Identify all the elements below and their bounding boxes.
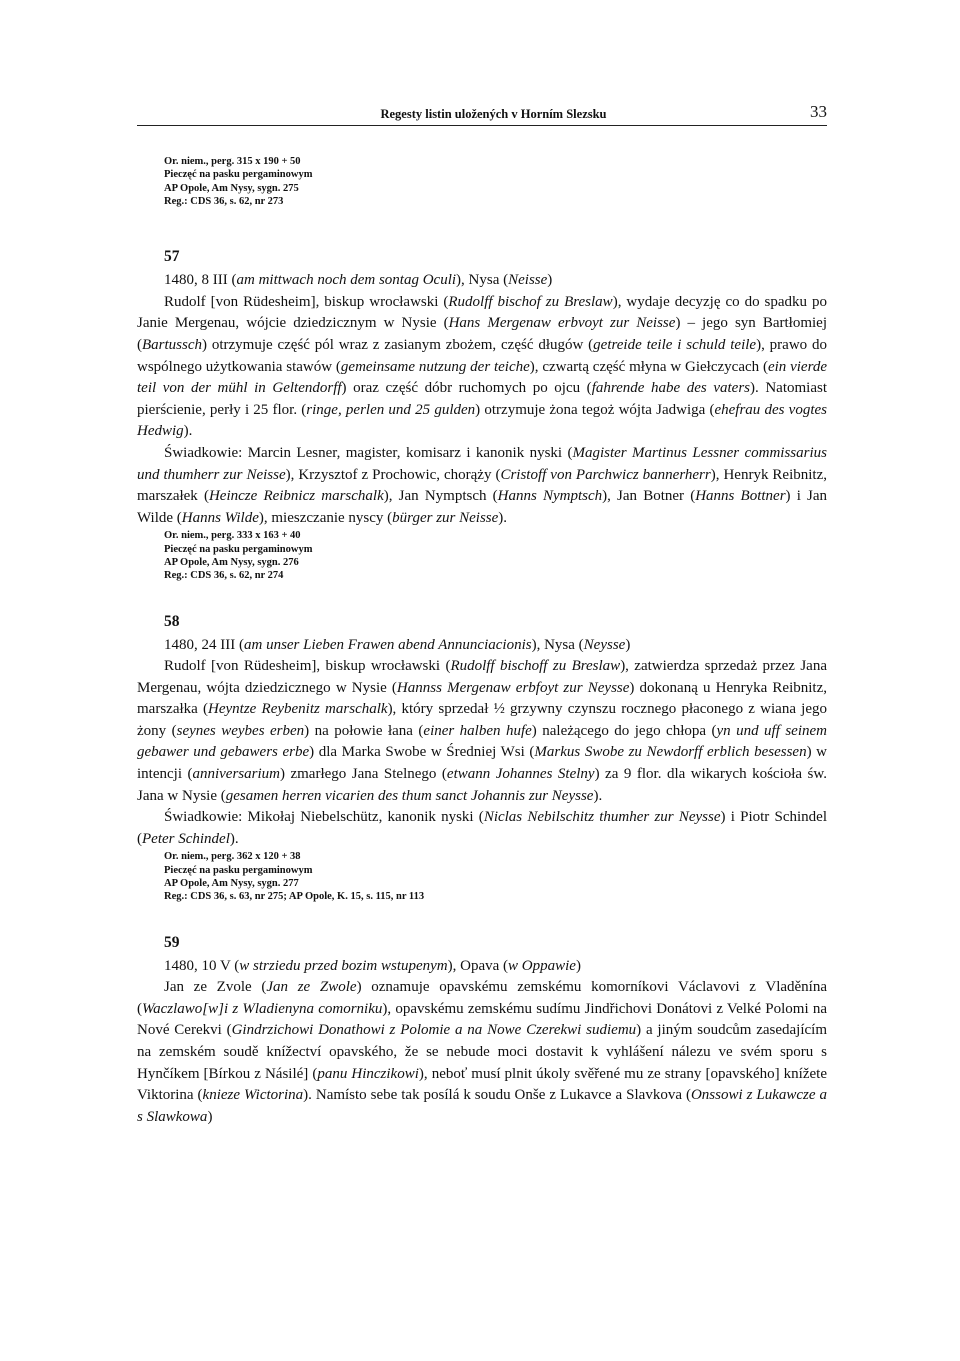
meta-line: Reg.: CDS 36, s. 62, nr 273 xyxy=(164,195,284,207)
archival-metadata xyxy=(164,155,827,208)
entry-number: 57 xyxy=(164,248,180,266)
witnesses-paragraph: Świadkowie: Marcin Lesner, magister, komisarz i kanonik nyski (Magister Martinus Lessner commissarius und thumherr zur Neisse), Krzysztof z Prochowic, chorąży (Cristoff von Parchwicz bannerherr), Henryk Reibnitz, marszałek (Heincze Reibnicz marschalk), Jan Nymptsch (Hanns Nymptsch), Jan Botner (Hanns Bottner) i Jan Wilde (Hanns Wilde), mieszczanie nyscy (bürger zur Neisse). xyxy=(137,444,828,526)
meta-line: Pieczęć na pasku pergaminowym xyxy=(164,864,313,876)
meta-line: Pieczęć na pasku pergaminowym xyxy=(164,543,313,555)
entry-number: 59 xyxy=(164,933,180,951)
regest-paragraph: Rudolf [von Rüdesheim], biskup wrocławski (Rudolff bischof zu Breslaw), wydaje decyzję co do spadku po Janie Mergenau, wójcie dziedzicznym w Nysie (Hans Mergenaw erbvoyt zur Neisse) – jego syn Bartłomiej (Bartussch) otrzymuje część pól wraz z zasianym zbożem, część długów (getreide teile i schuld teile), prawo do wspólnego użytkowania stawów (gemeinsame nutzung der teiche), czwartą część młyna w Giełczycach (ein vierde teil von der mühl in Geltendorff) oraz część dóbr ruchomych po ojcu (fahrende habe des vaters). Natomiast pierścienie, perły i 25 flor. (ringe, perlen und 25 gulden) otrzymuje żona tegoż wójta Jadwiga (ehefrau des vogtes Hedwig). xyxy=(137,293,828,440)
meta-line: Reg.: CDS 36, s. 62, nr 274 xyxy=(164,570,284,582)
meta-line: Pieczęć na pasku pergaminowym xyxy=(164,169,313,181)
document-page xyxy=(137,96,827,1128)
meta-line: AP Opole, Am Nysy, sygn. 277 xyxy=(164,878,299,890)
meta-line: AP Opole, Am Nysy, sygn. 276 xyxy=(164,556,299,568)
running-title: Regesty listin uložených v Horním Slezsku xyxy=(380,107,607,121)
witnesses-paragraph: Świadkowie: Mikołaj Niebelschütz, kanonik nyski (Niclas Nebilschitz thumher zur Neysse) i Piotr Schindel (Peter Schindel). xyxy=(137,809,828,847)
meta-line: Or. niem., perg. 315 x 190 + 50 xyxy=(164,156,301,167)
meta-line: Reg.: CDS 36, s. 63, nr 275; AP Opole, K. 15, s. 115, nr 113 xyxy=(164,891,425,903)
meta-line: Or. niem., perg. 333 x 163 + 40 xyxy=(164,530,301,542)
meta-line: AP Opole, Am Nysy, sygn. 275 xyxy=(164,182,299,194)
entry-date: 1480, 24 III (am unser Lieben Frawen abend Annunciacionis), Nysa (Neysse) xyxy=(164,636,631,653)
entry-number: 58 xyxy=(164,612,180,630)
meta-line: Or. niem., perg. 362 x 120 + 38 xyxy=(164,851,301,863)
running-header xyxy=(137,96,827,126)
archival-metadata xyxy=(164,850,827,903)
entry-date: 1480, 8 III (am mittwach noch dem sontag Oculi), Nysa (Neisse) xyxy=(164,272,553,289)
archival-metadata xyxy=(164,529,827,582)
entry-date: 1480, 10 V (w strziedu przed bozim wstupenym), Opava (w Oppawie) xyxy=(164,957,581,974)
regest-paragraph: Rudolf [von Rüdesheim], biskup wrocławski (Rudolff bischoff zu Breslaw), zatwierdza sprzedaż przez Jana Mergenau, wójta dziedzicznego w Nysie (Hannss Mergenaw erbfoyt zur Neysse) dokonaną u Henryka Reibnitz, marszałka (Heyntze Reybenitz marschalk), który sprzedał ½ grzywny czynszu rocznego płaconego z wiana jego żony (seynes weybes erben) na połowie łana (einer halben hufe) należącego do jego chłopa (yn und uff seinem gebawer und gebawers erbe) dla Marka Swobe w Średniej Wsi (Markus Swobe zu Newdorff erblich besessen) w intencji (anniversarium) zmarłego Jana Stelnego (etwann Johannes Stelny) za 9 flor. dla wikarych kościoła św. Jana w Nysie (gesamen herren vicarien des thum sanct Johannis zur Neysse). xyxy=(137,658,828,804)
regest-paragraph: Jan ze Zvole (Jan ze Zwole) oznamuje opavskému zemskému komorníkovi Václavovi z Vladěnína (Waczlawo[w]i z Wladienyna comorniku), opavskému zemskému sudímu Jindřichovi Donátovi z Velké Polomi na Nové Cerekvi (Gindrzichowi Donathowi z Polomie a na Nowe Czerekwi sudiemu) a jiným soudcům zasedajícím na zemském soudě knížectví opavského, že se nebude moci dostavit k vyhlášení nálezu ve svém sporu s Hynčíkem [Bírkou z Násilé] (panu Hinczikowi), neboť musí plnit úkoly svěřené mu ze strany [opavského] knížete Viktorina (knieze Wictorina). Namísto sebe tak posílá k soudu Onše z Lukavce a Slavkova (Onssowi z Lukawcze a s Slawkowa) xyxy=(137,979,828,1125)
page-number: 33 xyxy=(810,102,827,121)
